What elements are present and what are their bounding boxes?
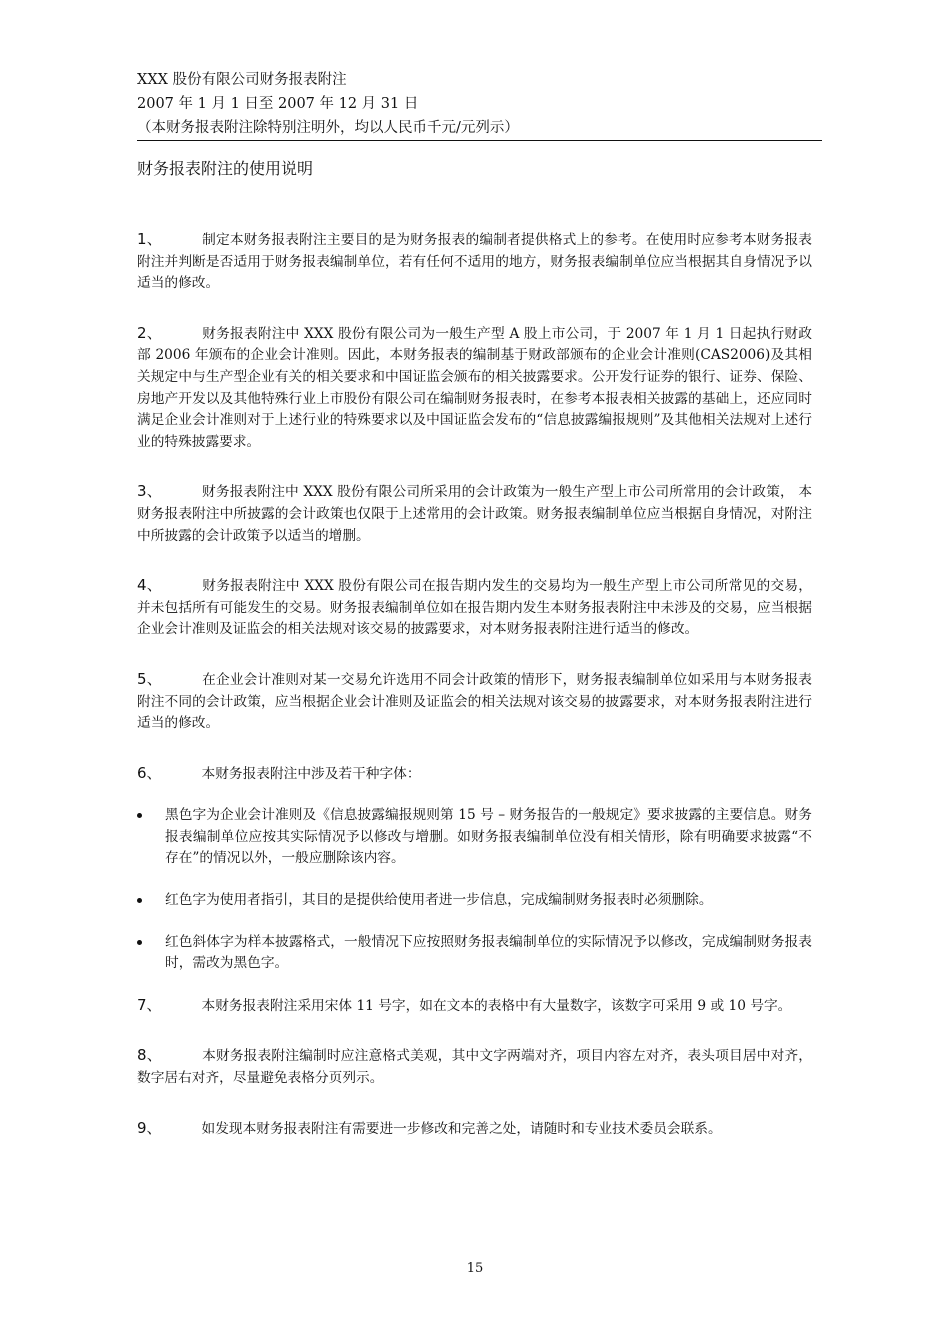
instruction-item-3 <box>137 481 812 547</box>
bullet-dot-icon <box>137 813 142 818</box>
item-number: 6、 <box>137 763 162 782</box>
font-bullet-3 <box>137 932 812 975</box>
item-text: 制定本财务报表附注主要目的是为财务报表的编制者提供格式上的参考。在使用时应参考本财务报表附注并判断是否适用于财务报表编制单位，若有任何不适用的地方，财务报表编制单位应当根据其自身情况予以适当的修改。 <box>137 232 812 292</box>
item-number: 4、 <box>137 576 163 595</box>
item-number: 9、 <box>137 1118 162 1137</box>
font-bullet-1 <box>137 805 812 870</box>
instruction-list <box>137 229 812 1140</box>
item-number: 3、 <box>137 482 162 501</box>
item-text: 本财务报表附注中涉及若干种字体： <box>201 765 421 782</box>
currency-note: （本财务报表附注除特别注明外，均以人民币千元/元列示） <box>137 116 822 141</box>
bullet-text: 红色斜体字为样本披露格式，一般情况下应按照财务报表编制单位的实际情况予以修改，完成编制财务报表时，需改为黑色字。 <box>165 933 812 972</box>
instruction-item-4 <box>137 575 812 641</box>
section-title: 财务报表附注的使用说明 <box>137 159 314 178</box>
report-title: XXX 股份有限公司财务报表附注 <box>137 72 347 88</box>
item-text: 本财务报表附注编制时应注意格式美观，其中文字两端对齐，项目内容左对齐，表头项目居中对齐，数字居右对齐，尽量避免表格分页列示。 <box>137 1048 812 1087</box>
item-number: 2、 <box>137 323 162 342</box>
instruction-item-6 <box>137 763 812 786</box>
item-number: 1、 <box>137 230 162 248</box>
bullet-dot-icon <box>137 940 142 945</box>
instruction-item-1 <box>137 229 812 295</box>
bullet-text: 黑色字为企业会计准则及《信息披露编报规则第 15 号 – 财务报告的一般规定》要求披露的主要信息。财务报表编制单位应按其实际情况予以修改与增删。如财务报表编制单位没有相关情形，除有明确要求披露“不存在”的情况以外，一般应删除该内容。 <box>165 807 812 867</box>
page-number: 15 <box>466 1261 484 1276</box>
instruction-item-7 <box>137 995 812 1018</box>
item-text: 财务报表附注中 XXX 股份有限公司为一般生产型 A 股上市公司，于 2007 年 1 月 1 日起执行财政部 2006 年颁布的企业会计准则。因此，本财务报表的编制基于财政部颁布的企业会计准则(CAS2006)及其相关规定中与生产型企业有关的相关要求和中国证监会颁布的相关披露要求。公开发行证券的银行、证券、保险、房地产开发以及其他特殊行业上市股份有限公司在编制财务报表时，在参考本报表相关披露的基础上，还应同时满足企业会计准则对于上述行业的特殊要求以及中国证监会发布的“信息披露编报规则”及其他相关法规对上述行业的特殊披露要求。 <box>137 325 812 450</box>
item-number: 8、 <box>137 1046 162 1065</box>
item-number: 5、 <box>137 669 162 688</box>
report-period: 2007 年 1 月 1 日至 2007 年 12 月 31 日 <box>137 96 419 112</box>
item-text: 财务报表附注中 XXX 股份有限公司在报告期内发生的交易均为一般生产型上市公司所常见的交易，并未包括所有可能发生的交易。财务报表编制单位如在报告期内发生本财务报表附注中未涉及的交易，应当根据企业会计准则及证监会的相关法规对该交易的披露要求，对本财务报表附注进行适当的修改。 <box>137 578 812 638</box>
page-header <box>137 68 822 141</box>
bullet-dot-icon <box>137 898 142 903</box>
font-bullet-2 <box>137 890 812 912</box>
instruction-item-9 <box>137 1118 812 1141</box>
bullet-text: 红色字为使用者指引，其目的是提供给使用者进一步信息，完成编制财务报表时必须删除。 <box>165 892 713 909</box>
item-number: 7、 <box>137 995 162 1014</box>
instruction-item-8 <box>137 1045 812 1089</box>
item-text: 财务报表附注中 XXX 股份有限公司所采用的会计政策为一般生产型上市公司所常用的会计政策， 本财务报表附注中所披露的会计政策也仅限于上述常用的会计政策。财务报表编制单位应当根据自身情况，对附注中所披露的会计政策予以适当的增删。 <box>137 484 813 544</box>
item-text: 如发现本财务报表附注有需要进一步修改和完善之处，请随时和专业技术委员会联系。 <box>201 1120 722 1137</box>
item-text: 在企业会计准则对某一交易允许选用不同会计政策的情形下，财务报表编制单位如采用与本财务报表附注不同的会计政策，应当根据企业会计准则及证监会的相关法规对该交易的披露要求，对本财务报表附注进行适当的修改。 <box>137 671 812 732</box>
instruction-item-2 <box>137 323 812 454</box>
item-text: 本财务报表附注采用宋体 11 号字，如在文本的表格中有大量数字，该数字可采用 9 或 10 号字。 <box>201 997 792 1014</box>
instruction-item-5 <box>137 669 812 735</box>
